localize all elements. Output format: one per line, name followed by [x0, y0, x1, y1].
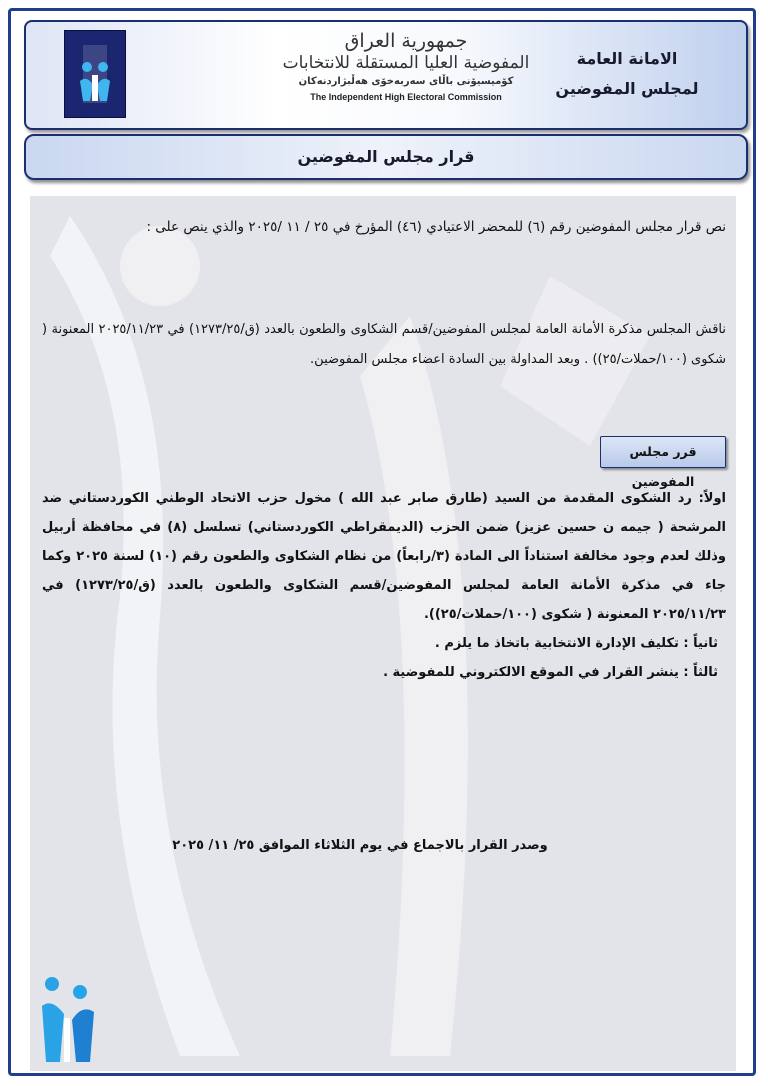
council-decided-heading: قرر مجلس المفوضين — [600, 436, 726, 468]
ihec-logo-icon — [64, 30, 126, 118]
decision-item-first: اولاً: رد الشكوى المقدمة من السيد (طارق صابر عبد الله ) مخول حزب الاتحاد الوطني الكوردستاني ضد المرشحة ( جيمه ن حسين عزيز) ضمن الحزب (الديمقراطي الكوردستاني) تسلسل (٨) في محافظة أربيل وذلك لعدم وجود مخالفة استناداً الى المادة (٣/رابعاً) من نظام الشكاوى والطعون رقم (١٠) لسنة ٢٠٢٥ وكما جاء في مذكرة الأمانة العامة لمجلس المفوضين/قسم الشكاوى والطعون بالعدد (ق/١٢٧٣/٢٥) في ٢٠٢٥/١١/٢٣ المعنونة ( شكوى (١٠٠/حملات/٢٥)). — [42, 491, 727, 622]
decision-items — [42, 484, 726, 687]
general-secretariat-line2: لمجلس المفوضين — [555, 79, 699, 98]
letterhead — [24, 20, 748, 130]
general-secretariat-line1: الامانة العامة — [576, 49, 678, 68]
commission-name-ku: كۆمیسیۆنی باڵای سەربەخۆی هەڵبژاردنەکان — [298, 76, 514, 87]
commission-name-en: The Independent High Electoral Commission — [310, 92, 502, 102]
decision-item-third: ثالثاً : ينشر القرار في الموقع الالكتروني للمفوضية . — [383, 665, 718, 680]
general-secretariat-title — [542, 44, 712, 104]
ihec-figure-logo-icon — [38, 962, 102, 1070]
commission-name-ar: جمهورية العراق — [344, 30, 468, 52]
commission-subname-ar: المفوضية العليا المستقلة للانتخابات — [282, 53, 530, 73]
issued-statement: وصدر القرار بالاجماع في يوم الثلاثاء الموافق ٢٥/ ١١/ ٢٠٢٥ — [172, 838, 548, 853]
decision-item-second: ثانياً : تكليف الإدارة الانتخابية باتخاذ ما يلزم . — [434, 636, 718, 651]
commission-name — [266, 30, 546, 104]
discussion-paragraph: ناقش المجلس مذكرة الأمانة العامة لمجلس المفوضين/قسم الشكاوى والطعون بالعدد (ق/١٢٧٣/٢٥) في ٢٠٢٥/١١/٢٣ المعنونة ( شكوى (١٠٠/حملات/٢٥)) . وبعد المداولة بين السادة اعضاء مجلس المفوضين. — [42, 322, 726, 367]
decision-title: قرار مجلس المفوضين — [24, 134, 748, 180]
decision-intro-paragraph: نص قرار مجلس المفوضين رقم (٦) للمحضر الاعتيادي (٤٦) المؤرخ في ٢٥ / ١١ /٢٠٢٥ والذي ينص على : — [146, 219, 726, 235]
